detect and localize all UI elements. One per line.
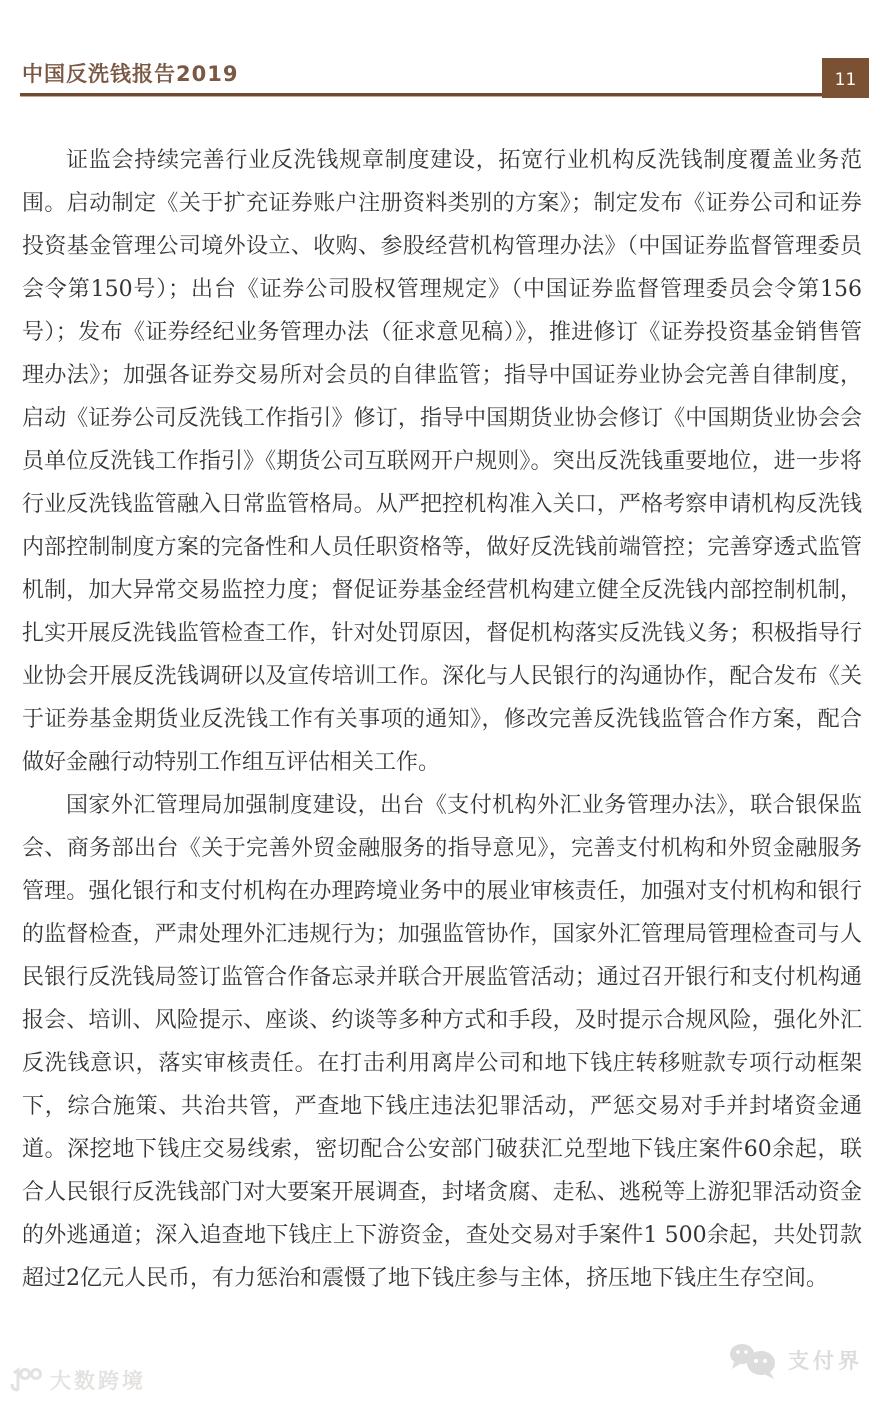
- page-number-badge: 11: [822, 58, 869, 98]
- watermark-right-label: 支付界: [788, 1349, 863, 1373]
- report-title: 中国反洗钱报告2019: [22, 62, 239, 86]
- document-body: [22, 139, 862, 1300]
- header-divider: [20, 93, 869, 97]
- watermark-left-label: 大数跨境: [50, 1369, 146, 1393]
- wechat-chat-bubbles-icon: [726, 1339, 782, 1381]
- zhifujie-watermark: [726, 1339, 863, 1381]
- paragraph-safe: 国家外汇管理局加强制度建设，出台《支付机构外汇业务管理办法》，联合银保监会、商务部出台《关于完善外贸金融服务的指导意见》，完善支付机构和外贸金融服务管理。强化银行和支付机构在办理跨境业务中的展业审核责任，加强对支付机构和银行的监督检查，严肃处理外汇违规行为；加强监管协作，国家外汇管理局管理检查司与人民银行反洗钱局签订监管合作备忘录并联合开展监管活动；通过召开银行和支付机构通报会、培训、风险提示、座谈、约谈等多种方式和手段，及时提示合规风险，强化外汇反洗钱意识，落实审核责任。在打击利用离岸公司和地下钱庄转移赃款专项行动框架下，综合施策、共治共管，严查地下钱庄违法犯罪活动，严惩交易对手并封堵资金通道。深挖地下钱庄交易线索，密切配合公安部门破获汇兑型地下钱庄案件60余起，联合人民银行反洗钱部门对大要案开展调查，封堵贪腐、走私、逃税等上游犯罪活动资金的外逃通道；深入追查地下钱庄上下游资金，查处交易对手案件1 500余起，共处罚款超过2亿元人民币，有力惩治和震慑了地下钱庄参与主体，挤压地下钱庄生存空间。: [22, 793, 862, 1291]
- hundred-logo-icon: [8, 1365, 44, 1395]
- paragraph-csrc: 证监会持续完善行业反洗钱规章制度建设，拓宽行业机构反洗钱制度覆盖业务范围。启动制定《关于扩充证券账户注册资料类别的方案》；制定发布《证券公司和证券投资基金管理公司境外设立、收购、参股经营机构管理办法》（中国证券监督管理委员会令第150号）；出台《证券公司股权管理规定》（中国证券监督管理委员会令第156号）；发布《证券经纪业务管理办法（征求意见稿）》，推进修订《证券投资基金销售管理办法》；加强各证券交易所对会员的自律监管；指导中国证券业协会完善自律制度，启动《证券公司反洗钱工作指引》修订，指导中国期货业协会修订《中国期货业协会会员单位反洗钱工作指引》《期货公司互联网开户规则》。突出反洗钱重要地位，进一步将行业反洗钱监管融入日常监管格局。从严把控机构准入关口，严格考察申请机构反洗钱内部控制制度方案的完备性和人员任职资格等，做好反洗钱前端管控；完善穿透式监管机制，加大异常交易监控力度；督促证券基金经营机构建立健全反洗钱内部控制机制，扎实开展反洗钱监管检查工作，针对处罚原因，督促机构落实反洗钱义务；积极指导行业协会开展反洗钱调研以及宣传培训工作。深化与人民银行的沟通协作，配合发布《关于证券基金期货业反洗钱工作有关事项的通知》，修改完善反洗钱监管合作方案，配合做好金融行动特别工作组互评估相关工作。: [22, 148, 862, 775]
- dashu-kuajing-watermark: [8, 1365, 146, 1395]
